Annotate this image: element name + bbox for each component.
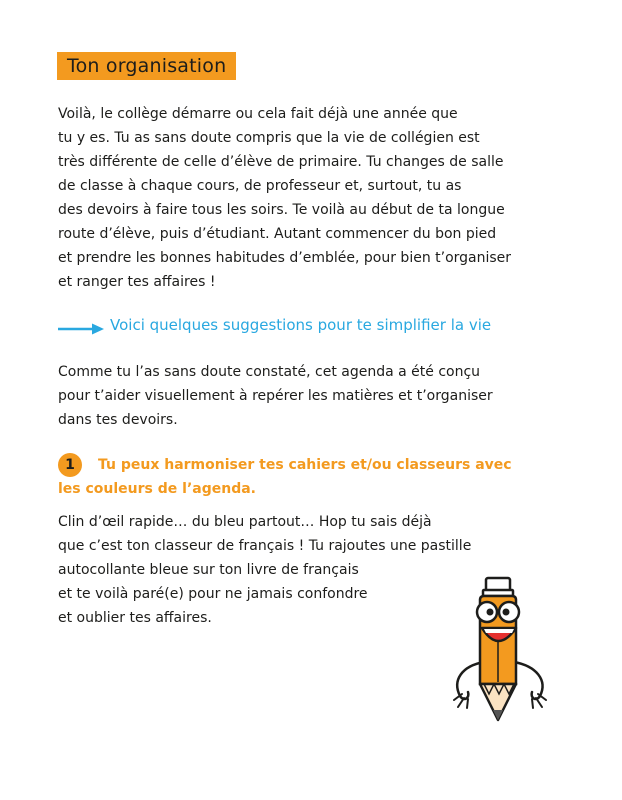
step-heading (58, 453, 578, 501)
intro-line: Voilà, le collège démarre ou cela fait déjà une année que (58, 106, 458, 122)
page-title: Ton organisation (57, 52, 236, 80)
intro-line: de classe à chaque cours, de professeur et, surtout, tu as (58, 178, 462, 194)
step-body-line: Clin d’œil rapide… du bleu partout… Hop tu sais déjà (58, 514, 432, 530)
step-1 (58, 453, 578, 501)
step-heading-line: Tu peux harmoniser tes cahiers et/ou classeurs avec (98, 457, 512, 473)
step-body-line: et oublier tes affaires. (58, 610, 212, 626)
intro-line: des devoirs à faire tous les soirs. Te voilà au début de ta longue (58, 202, 505, 218)
suggestion-row (58, 314, 578, 340)
intro-line: et prendre les bonnes habitudes d’emblée, pour bien t’organiser (58, 250, 512, 266)
suggestion-text: Voici quelques suggestions pour te simplifier la vie (110, 316, 492, 334)
intro-line: tu y es. Tu as sans doute compris que la vie de collégien est (58, 130, 480, 146)
arrow-right-icon (58, 320, 104, 339)
intro-line: très différente de celle d’élève de primaire. Tu changes de salle (58, 154, 504, 170)
pencil-mascot-icon (440, 570, 560, 734)
agenda-line: Comme tu l’as sans doute constaté, cet agenda a été conçu (58, 364, 481, 380)
intro-line: et ranger tes affaires ! (58, 274, 216, 290)
step-body-line: autocollante bleue sur ton livre de français (58, 562, 359, 578)
step-number-badge: 1 (58, 453, 82, 477)
intro-paragraph (58, 102, 578, 294)
agenda-line: dans tes devoirs. (58, 412, 178, 428)
step-body-line: que c’est ton classeur de français ! Tu rajoutes une pastille (58, 538, 472, 554)
step-body-line: et te voilà paré(e) pour ne jamais confondre (58, 586, 368, 602)
agenda-paragraph (58, 360, 578, 432)
intro-line: route d’élève, puis d’étudiant. Autant commencer du bon pied (58, 226, 497, 242)
step-heading-line: les couleurs de l’agenda. (58, 481, 256, 497)
agenda-line: pour t’aider visuellement à repérer les matières et t’organiser (58, 388, 493, 404)
